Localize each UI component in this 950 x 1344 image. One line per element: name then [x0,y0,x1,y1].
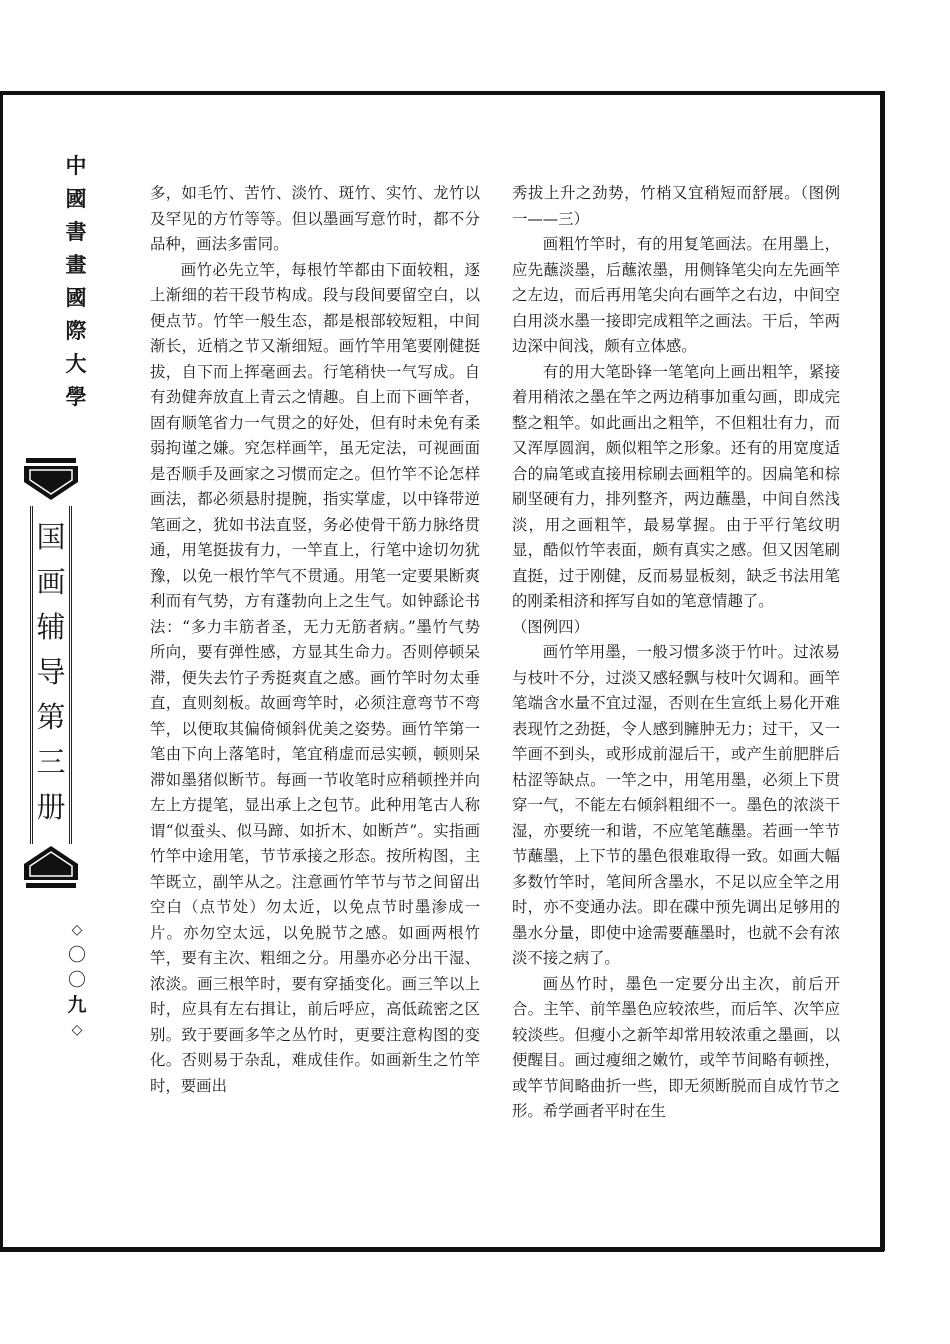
volume-char: 画 [36,565,66,599]
university-name [62,150,90,414]
volume-bottom-chevron-ornament [24,846,78,880]
paragraph: 画竹必先立竿，每根竹竿都由下面较粗，逐上渐细的若干段节构成。段与段间要留空白，以便点节。竹竿一般生态，都是根部较短粗，中间渐长，近梢之节又渐细短。画竹竿用笔要刚健挺拔，自下而上挥毫画去。行笔稍快一气写成。自有劲健奔放直上青云之情趣。自上而下画竿者，固有顺笔省力一气贯之的好处，但有时未免有柔弱拘谨之嫌。究怎样画竿，虽无定法，可视画面是否顺手及画家之习惯而定之。但竹竿不论怎样画法，都必须悬肘提腕，指实掌虚，以中锋带逆笔画之，犹如书法直竖，务必使骨干筋力脉络贯通，用笔挺拔有力，一竿直上，行笔中途切勿犹豫，以免一根竹竿气不贯通。用笔一定要果断爽利而有气势，方有蓬勃向上之生气。如钟繇论书法：“多力丰筋者圣，无力无筋者病。”墨竹气势所向，要有弹性感，方显其生命力。否则停顿呆滞，便失去竹子秀挺爽直之感。画竹竿时勿太垂直，直则刻板。故画弯竿时，必须注意弯节不弯竿，以便取其偏倚倾斜优美之姿势。画竹竿第一笔由下向上落笔时，笔宜稍虚而忌实顿，顿则呆滞如墨猪似断节。每画一节收笔时应稍顿挫并向左上方提笔，显出承上之包节。此种用笔古人称谓“似蚕头、似马蹄、如折木、如断芦”。实指画竹竿中途用笔，节节承接之形态。按所构图，主竿既立，副竿从之。注意画竹竿节与节之间留出空白（点节处）勿太近，以免点节时墨渗成一片。亦勿空太远，以免脱节之感。如画两根竹竿，要有主次、粗细之分。用墨亦必分出干湿、浓淡。画三根竿时，要有穿插变化。画三竿以上时，应具有左右揖让，前后呼应，高低疏密之区别。致于要画多竿之丛竹时，更要注意构图的变化。否则易于杂乱，难成佳作。如画新生之竹竿时，要画出 [150,260,480,1095]
page-number-digit: 〇 [68,970,86,991]
page-frame-top [0,91,884,95]
diamond-icon: ◇ [71,1022,83,1038]
volume-bottom-rule [26,883,76,888]
university-char: 畫 [65,253,87,277]
volume-title [33,515,69,830]
page-number-digit: 〇 [68,945,86,966]
university-char: 國 [65,187,87,211]
university-char: 際 [65,319,87,343]
volume-char: 册 [36,790,66,824]
volume-char: 辅 [36,610,66,644]
right-text-column [512,181,840,1125]
volume-char: 三 [36,745,66,779]
paragraph: 多，如毛竹、苦竹、淡竹、斑竹、实竹、龙竹以及罕见的方竹等等。但以墨画写意竹时，都不分品种，画法多雷同。 [150,184,480,253]
paragraph: 画竹竿用墨，一般习惯多淡于竹叶。过浓易与枝叶不分，过淡又感轻飘与枝叶欠调和。画竿笔端含水量不宜过湿，否则在生宣纸上易化开难表现竹之劲挺，令人感到臃肿无力；过干，又一竿画不到头，或形成前湿后干，或产生前肥胖后枯涩等缺点。一竿之中，用笔用墨，必须上下贯穿一气，不能左右倾斜粗细不一。墨色的浓淡干湿，亦要统一和谐，不应笔笔蘸墨。若画一竿节节蘸墨，上下节的墨色很难取得一致。如画大幅多数竹竿时，笔间所含墨水，不足以应全竿之用时，亦不变通办法。即在碟中预先调出足够用的墨水分量，即使中途需要蘸墨时，也就不会有浓淡不接之病了。 [512,643,840,967]
left-text-column [150,181,480,1099]
university-char: 中 [65,154,87,178]
university-char: 學 [65,385,87,409]
university-char: 大 [65,352,87,376]
figure-reference: （图例四） [512,617,589,636]
volume-char: 国 [36,520,66,554]
page-frame-right [880,91,885,1251]
volume-top-rule [26,458,76,463]
volume-char: 导 [36,655,66,689]
page-frame-left [0,91,3,1251]
paragraph: 秀拔上升之劲势，竹梢又宜稍短而舒展。（图例一——三） [512,184,840,228]
volume-top-chevron-ornament [24,466,78,500]
page-number-digit: 九 [67,994,87,1016]
university-char: 書 [65,220,87,244]
page-number [62,918,92,1043]
paragraph: 有的用大笔卧锋一笔笔向上画出粗竿，紧接着用稍浓之墨在竿之两边稍事加重勾画，即成完整之粗竿。如此画出之粗竿，不但粗壮有力，而又浑厚圆润，颇似粗竿之形象。还有的用宽度适合的扁笔或直接用棕刷去画粗竿的。因扁笔和棕刷坚硬有力，排列整齐，两边蘸墨，中间自然浅淡，用之画粗竿，最易掌握。由于平行笔纹明显，酷似竹竿表面，颇有真实之感。但又因笔刷直挺，过于刚健，反而易显板刻，缺乏书法用笔的刚柔相济和挥写自如的笔意情趣了。 [512,362,840,610]
page-frame-bottom [0,1247,884,1252]
university-char: 國 [65,286,87,310]
paragraph: 画粗竹竿时，有的用复笔画法。在用墨上，应先蘸淡墨，后蘸浓墨，用侧锋笔尖向左先画竿之左边，而后再用笔尖向右画竿之右边，中间空白用淡水墨一接即完成粗竿之画法。干后，竿两边深中间浅，颇有立体感。 [512,235,840,355]
diamond-icon: ◇ [71,922,83,938]
volume-char: 第 [36,700,66,734]
paragraph: 画丛竹时，墨色一定要分出主次，前后开合。主竿、前竿墨色应较浓些，而后竿、次竿应较淡些。但瘦小之新竿却常用较浓重之墨画，以便醒目。画过瘦细之嫩竹，或竿节间略有顿挫，或竿节间略曲折一些，即无须断脱而自成竹节之形。希学画者平时在生 [512,974,840,1120]
